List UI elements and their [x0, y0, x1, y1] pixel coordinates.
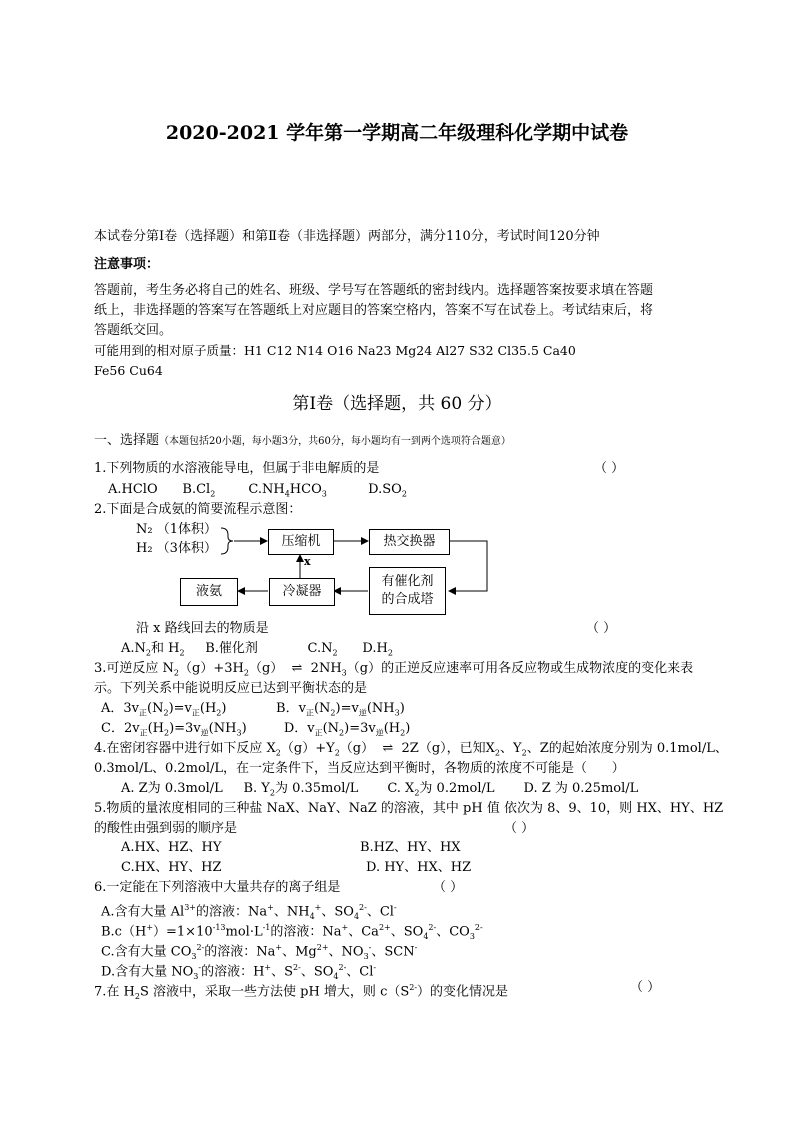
q1-options: A.HClO $B.Cl_2$ $C.NH_4HCO_3$ $D.SO_2$	[108, 482, 407, 499]
q5-option-c: C.HX、HY、HZ	[121, 860, 222, 875]
q3-options-ab: A．$3v_正(N_2)=v_正(H_2)$ B．$v_正(N_2)=v_逆(NH_3)$	[101, 701, 405, 718]
diagram-n2: N₂ （1体积）	[136, 522, 217, 537]
section-title: 一、选择题	[94, 433, 160, 448]
q5-option-a: A.HX、HZ、HY	[121, 840, 222, 855]
q6-option-a: A.含有大量 $Al^{3+}$的溶液：Na+、$NH_4^+$、$SO_4^{2-}$、Cl-	[101, 903, 397, 921]
page-title: 2020-2021 学年第一学期高二年级理科化学期中试卷	[165, 122, 629, 144]
catalyst-tower-line-2: 的合成塔	[381, 592, 434, 607]
diagram-h2: H₂ （3体积）	[136, 541, 217, 556]
q4-options: A. Z为 0.3mol/L B. $Y_2$为 0.35mol/L C. $X_2$为 0.2mol/L D. Z 为 0.25mol/L	[121, 781, 639, 798]
box-catalyst-tower	[369, 567, 446, 615]
question-7: 7.在 $H_2S$ 溶液中，采取一些方法使 pH 增大，则 $c(S^{2-})$的变化情况是	[94, 983, 509, 1001]
notice-line-2: 纸上，非选择题的答案写在答题纸上对应题目的答案空格内，答案不写在试卷上。考试结束后，将	[94, 303, 654, 318]
box-compressor: 压缩机	[268, 529, 334, 555]
volume-title: 第Ⅰ卷（选择题，共 60 分）	[292, 394, 502, 414]
notice-title: 注意事项：	[94, 257, 160, 272]
atomic-mass-line-2: Fe56 Cu64	[94, 363, 163, 378]
question-4-line-2: 0.3mol/L、0.2mol/L，在一定条件下，当反应达到平衡时，各物质的浓度不可能是（ ）	[94, 761, 625, 776]
question-1: 1.下列物质的水溶液能导电，但属于非电解质的是	[94, 461, 380, 476]
q5-option-d: D. HY、HX、HZ	[366, 860, 472, 875]
notice-line-1: 答题前，考生务必将自己的姓名、班级、学号写在答题纸的密封线内。选择题答案按要求填在答题	[94, 283, 654, 298]
q2-followup: 沿 x 路线回去的物质是	[136, 621, 269, 636]
question-3: 3.可逆反应 $N_2(g)+3H_2(g)$ ⇌ $2NH_3(g)$的正逆反应速率可用各反应物或生成物浓度的变化来表	[94, 661, 694, 678]
question-3-line-2: 示。下列关系中能说明反应已达到平衡状态的是	[94, 681, 368, 696]
notice-line-3: 答题纸交回。	[94, 323, 173, 338]
section-note: （本题包括20小题，每小题3分，共60分，每小题均有一到两个选项符合题意）	[159, 436, 511, 447]
answer-blank-6: （ ）	[433, 880, 464, 895]
q2-options: $A.N_2$和 $H_2$ B.催化剂 $C.N_2$ $D.H_2$	[121, 641, 393, 658]
question-5: 5.物质的量浓度相同的三种盐 NaX、NaY、NaZ 的溶液，其中 pH 值 依次为 8、9、10，则 HX、HY、HZ	[94, 801, 724, 816]
box-condenser: 冷凝器	[269, 578, 335, 606]
answer-blank-2: （ ）	[586, 621, 617, 636]
box-liquid-ammonia: 液氨	[180, 578, 238, 606]
q5-option-b: B.HZ、HY、HX	[360, 840, 461, 855]
diagram-x-label: x	[304, 555, 311, 568]
atomic-mass-line-1: 可能用到的相对原子质量：H1 C12 N14 O16 Na23 Mg24 Al27 S32 Cl35.5 Ca40	[94, 343, 576, 358]
answer-blank-5: （ ）	[504, 821, 535, 836]
q3-options-cd: C．$2v_正(H_2)=3v_逆(NH_3)$ D．$v_正(N_2)=3v_逆(H_2)$	[101, 721, 411, 738]
intro-text: 本试卷分第Ⅰ卷（选择题）和第Ⅱ卷（非选择题）两部分，满分110分，考试时间120分钟	[94, 229, 600, 244]
q6-option-c: C.含有大量 $CO_3^{2-}$的溶液：Na+、$Mg^{2+}$、$NO_3^-$、SCN-	[101, 943, 418, 961]
q6-option-d: D.含有大量 $NO_3^-$的溶液：H+、$S^{2-}$、$SO_4^{2-}$、Cl-	[101, 963, 377, 981]
catalyst-tower-line-1: 有催化剂	[381, 574, 434, 589]
question-2: 2.下面是合成氨的简要流程示意图：	[94, 502, 302, 517]
answer-blank-7: （ ）	[630, 980, 661, 995]
question-4: 4.在密闭容器中进行如下反应 $X_2(g)+Y_2(g)$ ⇌ 2Z（g），已知$X_2$、$Y_2$、Z的起始浓度分别为 0.1mol/L、	[94, 741, 728, 758]
q6-option-b: $B.c(H^+)=1\times 10^{-13}mol\cdot L^{-1}$的溶液：Na+、$Ca^{2+}$、$SO_4^{2-}$、$CO_3^{2-}$	[101, 923, 483, 941]
answer-blank-1: （ ）	[594, 461, 625, 476]
box-heat-exchanger: 热交换器	[369, 529, 450, 555]
question-5-line-2: 的酸性由强到弱的顺序是	[94, 821, 238, 836]
question-6: 6.一定能在下列溶液中大量共存的离子组是	[94, 880, 341, 895]
